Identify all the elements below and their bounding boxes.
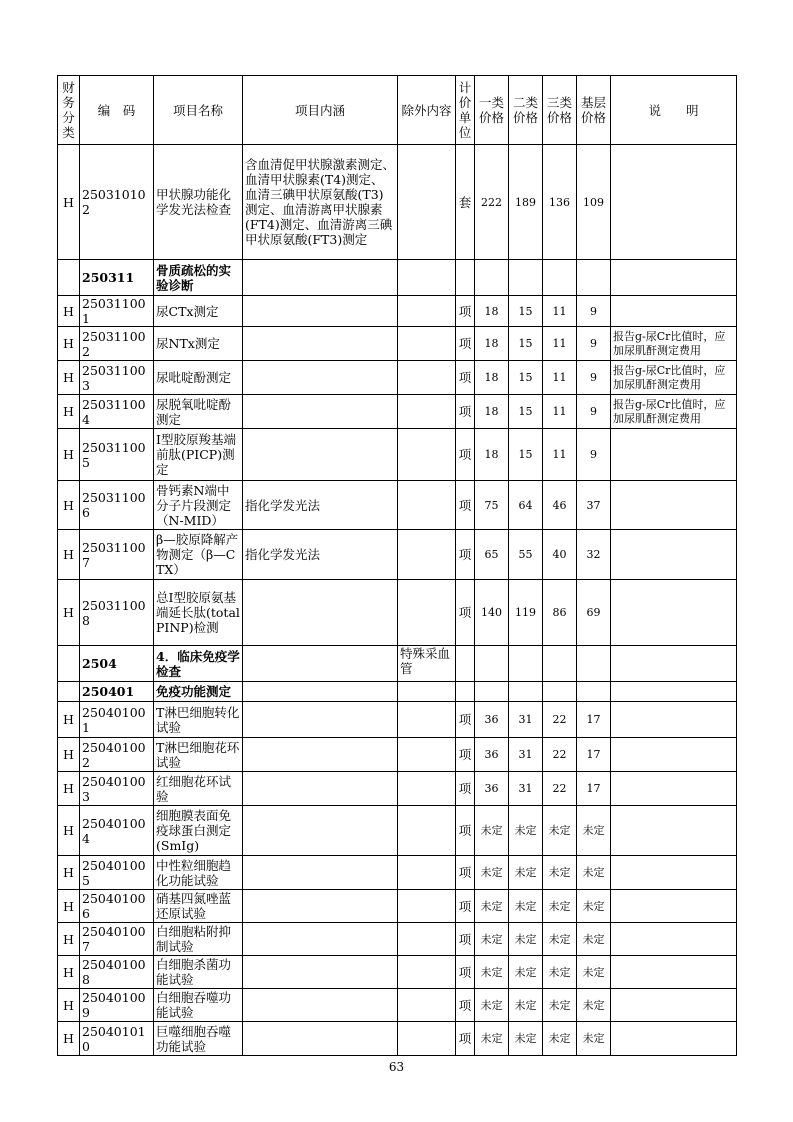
- price2-cell: 未定: [509, 989, 543, 1022]
- excluded-cell: [398, 682, 456, 702]
- header-notes: 说 明: [611, 76, 737, 145]
- content-cell: [243, 296, 398, 327]
- price3-cell: 86: [543, 580, 577, 646]
- unit-cell: [456, 682, 475, 702]
- notes-cell: [611, 806, 737, 856]
- table-row: [58, 646, 737, 682]
- table-row: [58, 772, 737, 806]
- notes-cell: 报告g-尿Cr比值时，应加尿肌酐测定费用: [611, 395, 737, 429]
- excluded-cell: [398, 327, 456, 361]
- notes-cell: [611, 682, 737, 702]
- name-cell: 尿脱氧吡啶酚测定: [154, 395, 243, 429]
- unit-cell: 项: [456, 580, 475, 646]
- excluded-cell: [398, 772, 456, 806]
- price2-cell: 15: [509, 361, 543, 395]
- notes-cell: 报告g-尿Cr比值时，应加尿肌酐测定费用: [611, 327, 737, 361]
- unit-cell: 项: [456, 702, 475, 738]
- price1-cell: 未定: [475, 1022, 509, 1056]
- price3-cell: 22: [543, 772, 577, 806]
- unit-cell: 项: [456, 890, 475, 923]
- price2-cell: 未定: [509, 890, 543, 923]
- price-base-cell: 17: [577, 772, 611, 806]
- excluded-cell: 特殊采血管: [398, 646, 456, 682]
- category-cell: H: [58, 361, 80, 395]
- price-base-cell: [577, 260, 611, 296]
- content-cell: 指化学发光法: [243, 530, 398, 580]
- price3-cell: 11: [543, 327, 577, 361]
- table-row: [58, 856, 737, 890]
- price-base-cell: [577, 682, 611, 702]
- unit-cell: 项: [456, 327, 475, 361]
- price1-cell: 222: [475, 145, 509, 260]
- name-cell: 尿CTx测定: [154, 296, 243, 327]
- price3-cell: 未定: [543, 890, 577, 923]
- price1-cell: 36: [475, 702, 509, 738]
- content-cell: [243, 956, 398, 989]
- price3-cell: 未定: [543, 956, 577, 989]
- name-cell: 白细胞粘附抑制试验: [154, 923, 243, 956]
- price1-cell: 140: [475, 580, 509, 646]
- unit-cell: 项: [456, 856, 475, 890]
- category-cell: H: [58, 702, 80, 738]
- price1-cell: 36: [475, 738, 509, 772]
- name-cell: T淋巴细胞转化试验: [154, 702, 243, 738]
- excluded-cell: [398, 530, 456, 580]
- price1-cell: 未定: [475, 956, 509, 989]
- notes-cell: 报告g-尿Cr比值时，应加尿肌酐测定费用: [611, 361, 737, 395]
- excluded-cell: [398, 395, 456, 429]
- price3-cell: 未定: [543, 923, 577, 956]
- price2-cell: 未定: [509, 956, 543, 989]
- category-cell: H: [58, 1022, 80, 1056]
- code-cell: 250310102: [80, 145, 154, 260]
- price2-cell: 119: [509, 580, 543, 646]
- notes-cell: [611, 890, 737, 923]
- price3-cell: 11: [543, 361, 577, 395]
- code-cell: 250311002: [80, 327, 154, 361]
- table-row: [58, 361, 737, 395]
- table-row: [58, 580, 737, 646]
- name-cell: 骨钙素N端中分子片段测定（N-MID）: [154, 481, 243, 530]
- category-cell: H: [58, 890, 80, 923]
- excluded-cell: [398, 923, 456, 956]
- code-cell: 250401: [80, 682, 154, 702]
- notes-cell: [611, 580, 737, 646]
- content-cell: [243, 260, 398, 296]
- price3-cell: 22: [543, 702, 577, 738]
- excluded-cell: [398, 702, 456, 738]
- code-cell: 250311001: [80, 296, 154, 327]
- category-cell: H: [58, 145, 80, 260]
- unit-cell: 项: [456, 296, 475, 327]
- unit-cell: 项: [456, 530, 475, 580]
- price-base-cell: 9: [577, 327, 611, 361]
- price2-cell: 31: [509, 738, 543, 772]
- notes-cell: [611, 989, 737, 1022]
- code-cell: 250401007: [80, 923, 154, 956]
- code-cell: 2504: [80, 646, 154, 682]
- content-cell: [243, 395, 398, 429]
- price-table: [57, 75, 737, 1056]
- category-cell: [58, 682, 80, 702]
- notes-cell: [611, 296, 737, 327]
- price1-cell: 75: [475, 481, 509, 530]
- price2-cell: [509, 682, 543, 702]
- price3-cell: 46: [543, 481, 577, 530]
- code-cell: 250401002: [80, 738, 154, 772]
- price2-cell: 未定: [509, 856, 543, 890]
- table-row: [58, 145, 737, 260]
- table-body: [58, 145, 737, 1056]
- table-row: [58, 806, 737, 856]
- notes-cell: [611, 145, 737, 260]
- content-cell: [243, 429, 398, 481]
- name-cell: 骨质疏松的实验诊断: [154, 260, 243, 296]
- price3-cell: 11: [543, 395, 577, 429]
- price1-cell: 未定: [475, 890, 509, 923]
- unit-cell: 项: [456, 481, 475, 530]
- price1-cell: 65: [475, 530, 509, 580]
- code-cell: 250311006: [80, 481, 154, 530]
- price1-cell: 18: [475, 395, 509, 429]
- price1-cell: 18: [475, 429, 509, 481]
- notes-cell: [611, 738, 737, 772]
- category-cell: H: [58, 923, 80, 956]
- name-cell: I型胶原羧基端前肽(PICP)测定: [154, 429, 243, 481]
- table-row: [58, 956, 737, 989]
- category-cell: H: [58, 956, 80, 989]
- category-cell: H: [58, 530, 80, 580]
- price-base-cell: 9: [577, 361, 611, 395]
- notes-cell: [611, 702, 737, 738]
- table-row: [58, 1022, 737, 1056]
- table-row: [58, 296, 737, 327]
- unit-cell: 项: [456, 806, 475, 856]
- category-cell: H: [58, 327, 80, 361]
- code-cell: 250401008: [80, 956, 154, 989]
- category-cell: H: [58, 429, 80, 481]
- category-cell: [58, 260, 80, 296]
- price1-cell: 未定: [475, 989, 509, 1022]
- code-cell: 250401004: [80, 806, 154, 856]
- content-cell: [243, 702, 398, 738]
- table-row: [58, 260, 737, 296]
- price-base-cell: 109: [577, 145, 611, 260]
- name-cell: 细胞膜表面免疫球蛋白测定(SmIg): [154, 806, 243, 856]
- price1-cell: 18: [475, 327, 509, 361]
- notes-cell: [611, 646, 737, 682]
- excluded-cell: [398, 890, 456, 923]
- notes-cell: [611, 260, 737, 296]
- content-cell: [243, 361, 398, 395]
- category-cell: [58, 646, 80, 682]
- price-base-cell: 69: [577, 580, 611, 646]
- category-cell: H: [58, 772, 80, 806]
- content-cell: [243, 646, 398, 682]
- unit-cell: 项: [456, 361, 475, 395]
- header-unit: 计价单位: [456, 76, 475, 145]
- name-cell: 4．临床免疫学检查: [154, 646, 243, 682]
- price3-cell: 未定: [543, 989, 577, 1022]
- name-cell: 免疫功能测定: [154, 682, 243, 702]
- price2-cell: 未定: [509, 806, 543, 856]
- table-row: [58, 682, 737, 702]
- unit-cell: 项: [456, 1022, 475, 1056]
- header-price-base: 基层价格: [577, 76, 611, 145]
- price-base-cell: 未定: [577, 1022, 611, 1056]
- code-cell: 250311003: [80, 361, 154, 395]
- price3-cell: [543, 682, 577, 702]
- name-cell: T淋巴细胞花环试验: [154, 738, 243, 772]
- header-excluded: 除外内容: [398, 76, 456, 145]
- price3-cell: 11: [543, 296, 577, 327]
- price3-cell: 未定: [543, 806, 577, 856]
- header-category: 财务分类: [58, 76, 80, 145]
- header-price1: 一类价格: [475, 76, 509, 145]
- notes-cell: [611, 481, 737, 530]
- excluded-cell: [398, 738, 456, 772]
- excluded-cell: [398, 481, 456, 530]
- table-row: [58, 890, 737, 923]
- price-base-cell: 37: [577, 481, 611, 530]
- table-row: [58, 989, 737, 1022]
- category-cell: H: [58, 806, 80, 856]
- price2-cell: 15: [509, 296, 543, 327]
- notes-cell: [611, 1022, 737, 1056]
- content-cell: [243, 772, 398, 806]
- price3-cell: 未定: [543, 856, 577, 890]
- price-table-container: [57, 75, 736, 1056]
- excluded-cell: [398, 429, 456, 481]
- content-cell: [243, 806, 398, 856]
- price1-cell: 18: [475, 361, 509, 395]
- category-cell: H: [58, 580, 80, 646]
- content-cell: [243, 580, 398, 646]
- price-base-cell: 未定: [577, 956, 611, 989]
- category-cell: H: [58, 395, 80, 429]
- price2-cell: [509, 646, 543, 682]
- price2-cell: 未定: [509, 1022, 543, 1056]
- price-base-cell: 未定: [577, 806, 611, 856]
- header-price3: 三类价格: [543, 76, 577, 145]
- content-cell: [243, 890, 398, 923]
- price1-cell: 未定: [475, 923, 509, 956]
- category-cell: H: [58, 856, 80, 890]
- notes-cell: [611, 856, 737, 890]
- notes-cell: [611, 429, 737, 481]
- price1-cell: 未定: [475, 856, 509, 890]
- unit-cell: 项: [456, 429, 475, 481]
- table-row: [58, 395, 737, 429]
- content-cell: [243, 923, 398, 956]
- price1-cell: [475, 682, 509, 702]
- price2-cell: 189: [509, 145, 543, 260]
- price3-cell: 136: [543, 145, 577, 260]
- category-cell: H: [58, 296, 80, 327]
- price1-cell: [475, 646, 509, 682]
- name-cell: 中性粒细胞趋化功能试验: [154, 856, 243, 890]
- price2-cell: [509, 260, 543, 296]
- price3-cell: 未定: [543, 1022, 577, 1056]
- category-cell: H: [58, 738, 80, 772]
- unit-cell: 项: [456, 923, 475, 956]
- notes-cell: [611, 923, 737, 956]
- code-cell: 250401005: [80, 856, 154, 890]
- unit-cell: [456, 260, 475, 296]
- content-cell: [243, 989, 398, 1022]
- table-row: [58, 738, 737, 772]
- code-cell: 250401006: [80, 890, 154, 923]
- table-row: [58, 481, 737, 530]
- header-row: [58, 76, 737, 145]
- price3-cell: 40: [543, 530, 577, 580]
- unit-cell: 套: [456, 145, 475, 260]
- name-cell: 尿NTx测定: [154, 327, 243, 361]
- category-cell: H: [58, 481, 80, 530]
- price-base-cell: 9: [577, 429, 611, 481]
- code-cell: 250311: [80, 260, 154, 296]
- notes-cell: [611, 772, 737, 806]
- price2-cell: 15: [509, 395, 543, 429]
- price-base-cell: 9: [577, 296, 611, 327]
- price-base-cell: 17: [577, 702, 611, 738]
- table-row: [58, 923, 737, 956]
- excluded-cell: [398, 856, 456, 890]
- price2-cell: 31: [509, 772, 543, 806]
- table-row: [58, 327, 737, 361]
- category-cell: H: [58, 989, 80, 1022]
- name-cell: 尿吡啶酚测定: [154, 361, 243, 395]
- header-content: 项目内涵: [243, 76, 398, 145]
- price1-cell: 36: [475, 772, 509, 806]
- price1-cell: [475, 260, 509, 296]
- excluded-cell: [398, 296, 456, 327]
- code-cell: 250401009: [80, 989, 154, 1022]
- unit-cell: 项: [456, 395, 475, 429]
- price2-cell: 15: [509, 429, 543, 481]
- name-cell: 红细胞花环试验: [154, 772, 243, 806]
- price1-cell: 18: [475, 296, 509, 327]
- price2-cell: 64: [509, 481, 543, 530]
- excluded-cell: [398, 1022, 456, 1056]
- code-cell: 250311004: [80, 395, 154, 429]
- name-cell: 甲状腺功能化学发光法检查: [154, 145, 243, 260]
- content-cell: [243, 1022, 398, 1056]
- code-cell: 250311007: [80, 530, 154, 580]
- price2-cell: 55: [509, 530, 543, 580]
- excluded-cell: [398, 260, 456, 296]
- price3-cell: [543, 646, 577, 682]
- content-cell: 含血清促甲状腺激素测定、血清甲状腺素(T4)测定、血清三碘甲状原氨酸(T3)测定、血清游离甲状腺素(FT4)测定、血清游离三碘甲状原氨酸(FT3)测定: [243, 145, 398, 260]
- price1-cell: 未定: [475, 806, 509, 856]
- excluded-cell: [398, 580, 456, 646]
- price2-cell: 未定: [509, 923, 543, 956]
- code-cell: 250401001: [80, 702, 154, 738]
- code-cell: 250401003: [80, 772, 154, 806]
- header-price2: 二类价格: [509, 76, 543, 145]
- name-cell: 巨噬细胞吞噬功能试验: [154, 1022, 243, 1056]
- table-row: [58, 429, 737, 481]
- excluded-cell: [398, 989, 456, 1022]
- code-cell: 250311008: [80, 580, 154, 646]
- unit-cell: [456, 646, 475, 682]
- table-row: [58, 702, 737, 738]
- price-base-cell: 32: [577, 530, 611, 580]
- code-cell: 250311005: [80, 429, 154, 481]
- table-row: [58, 530, 737, 580]
- excluded-cell: [398, 806, 456, 856]
- excluded-cell: [398, 956, 456, 989]
- price3-cell: 22: [543, 738, 577, 772]
- price3-cell: [543, 260, 577, 296]
- notes-cell: [611, 530, 737, 580]
- unit-cell: 项: [456, 738, 475, 772]
- content-cell: 指化学发光法: [243, 481, 398, 530]
- unit-cell: 项: [456, 772, 475, 806]
- name-cell: 硝基四氮唑蓝还原试验: [154, 890, 243, 923]
- unit-cell: 项: [456, 956, 475, 989]
- header-name: 项目名称: [154, 76, 243, 145]
- excluded-cell: [398, 145, 456, 260]
- price-base-cell: [577, 646, 611, 682]
- price3-cell: 11: [543, 429, 577, 481]
- content-cell: [243, 682, 398, 702]
- content-cell: [243, 738, 398, 772]
- name-cell: 白细胞吞噬功能试验: [154, 989, 243, 1022]
- header-code: 编 码: [80, 76, 154, 145]
- notes-cell: [611, 956, 737, 989]
- price-base-cell: 17: [577, 738, 611, 772]
- content-cell: [243, 327, 398, 361]
- excluded-cell: [398, 361, 456, 395]
- price-base-cell: 未定: [577, 890, 611, 923]
- page-number: 63: [388, 1060, 405, 1074]
- price-base-cell: 未定: [577, 923, 611, 956]
- price2-cell: 31: [509, 702, 543, 738]
- name-cell: 总I型胶原氨基端延长肽(totalPINP)检测: [154, 580, 243, 646]
- price-base-cell: 9: [577, 395, 611, 429]
- code-cell: 250401010: [80, 1022, 154, 1056]
- content-cell: [243, 856, 398, 890]
- name-cell: β—胶原降解产物测定（β—CTX）: [154, 530, 243, 580]
- price2-cell: 15: [509, 327, 543, 361]
- price-base-cell: 未定: [577, 989, 611, 1022]
- unit-cell: 项: [456, 989, 475, 1022]
- name-cell: 白细胞杀菌功能试验: [154, 956, 243, 989]
- price-base-cell: 未定: [577, 856, 611, 890]
